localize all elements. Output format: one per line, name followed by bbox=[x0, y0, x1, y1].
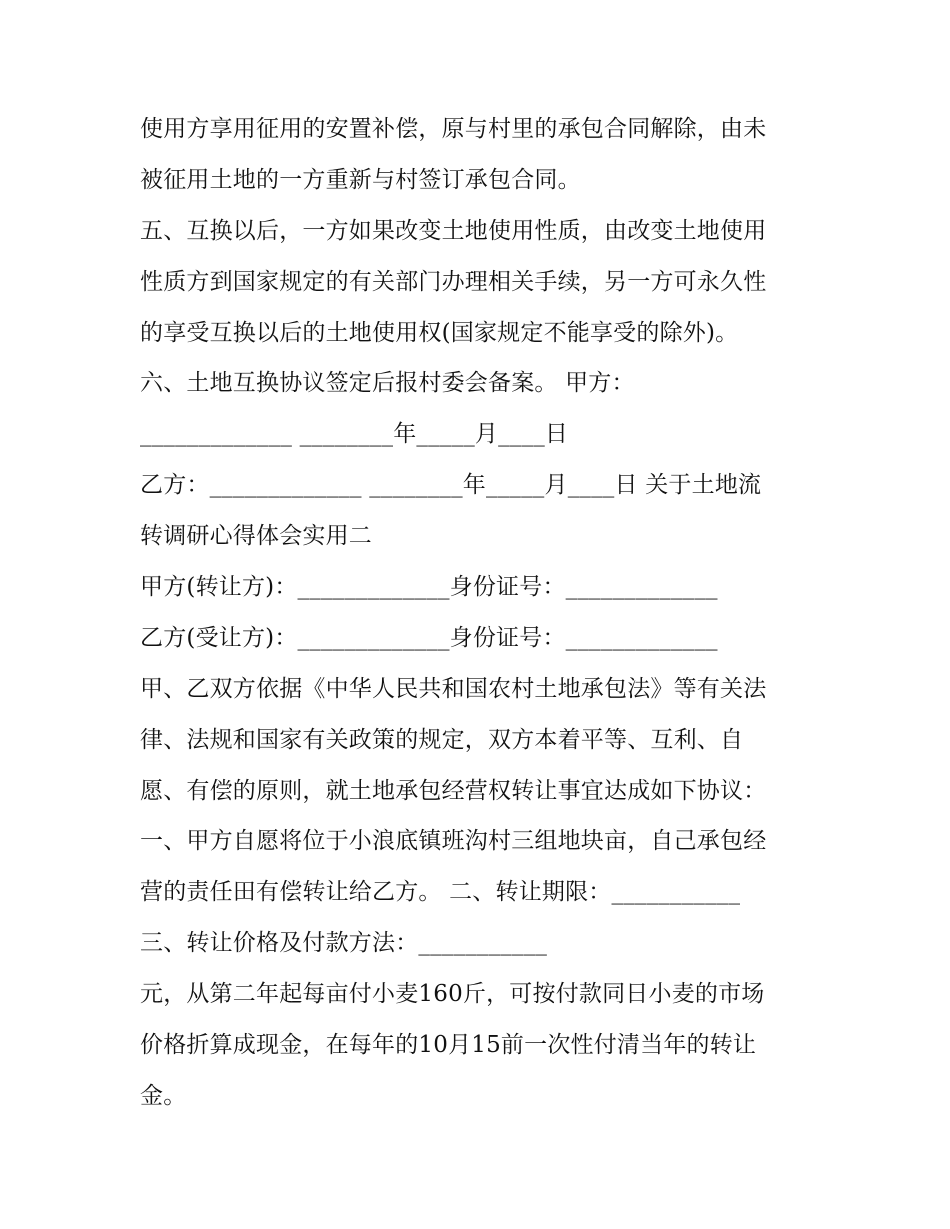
text-line-17: 三、转让价格及付款方法：___________ bbox=[140, 930, 548, 957]
text-line-20: 金。 bbox=[140, 1082, 187, 1109]
text-line-7: _____________ ________年_____月____日 bbox=[140, 421, 569, 448]
text-line-4: 性质方到国家规定的有关部门办理相关手续，另一方可永久性 bbox=[140, 268, 767, 295]
text-line-5: 的享受互换以后的土地使用权(国家规定不能享受的除外)。 bbox=[140, 319, 739, 346]
text-line-3: 五、互换以后，一方如果改变土地使用性质，由改变土地使用 bbox=[140, 217, 767, 244]
text-line-2: 被征用土地的一方重新与村签订承包合同。 bbox=[140, 166, 581, 193]
text-line-19: 价格折算成现金，在每年的10月15前一次性付清当年的转让 bbox=[140, 1032, 757, 1059]
text-line-16: 营的责任田有偿转让给乙方。 二、转让期限：___________ bbox=[140, 879, 741, 906]
text-line-6: 六、土地互换协议签定后报村委会备案。 甲方： bbox=[140, 370, 635, 397]
text-line-12: 甲、乙双方依据《中华人民共和国农村土地承包法》等有关法 bbox=[140, 675, 767, 702]
text-line-13: 律、法规和国家有关政策的规定，双方本着平等、互利、自 bbox=[140, 726, 744, 753]
text-line-10: 甲方(转让方)：_____________身份证号：_____________ bbox=[140, 574, 718, 601]
document-body bbox=[140, 104, 830, 1122]
text-line-18: 元，从第二年起每亩付小麦160斤，可按付款同日小麦的市场 bbox=[140, 981, 765, 1008]
text-line-1: 使用方享用征用的安置补偿，原与村里的承包合同解除，由未 bbox=[140, 116, 767, 142]
text-line-11: 乙方(受让方)：_____________身份证号：_____________ bbox=[140, 624, 718, 651]
text-line-15: 一、甲方自愿将位于小浪底镇班沟村三组地块亩，自己承包经 bbox=[140, 828, 767, 855]
text-line-14: 愿、有偿的原则，就土地承包经营权转让事宜达成如下协议： bbox=[140, 777, 767, 804]
text-line-8: 乙方：_____________ ________年_____月____日 关于土地流 bbox=[140, 472, 762, 499]
text-line-9: 转调研心得体会实用二 bbox=[140, 523, 372, 550]
